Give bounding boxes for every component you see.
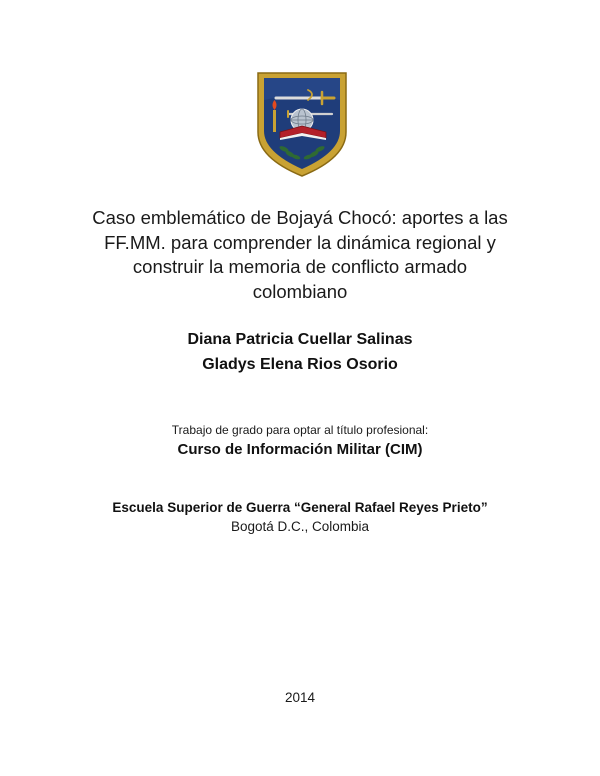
military-school-crest-icon [254,70,350,178]
crest-torch [273,100,277,132]
city: Bogotá D.C., Colombia [230,519,370,534]
author-list [60,327,540,377]
author-name: Gladys Elena Rios Osorio [202,356,398,373]
school-name: Escuela Superior de Guerra “General Rafael Reyes Prieto” [112,500,488,515]
author-name: Diana Patricia Cuellar Salinas [187,331,413,348]
degree-intro: Trabajo de grado para optar al título profesional: [171,423,429,437]
degree-name: Curso de Información Militar (CIM) [177,441,423,458]
document-title: Caso emblemático de Bojayá Chocó: aportes a las FF.MM. para comprender la dinámica regional y construir la memoria de conflicto armado colombiano [92,207,508,302]
year: 2014 [284,690,316,705]
